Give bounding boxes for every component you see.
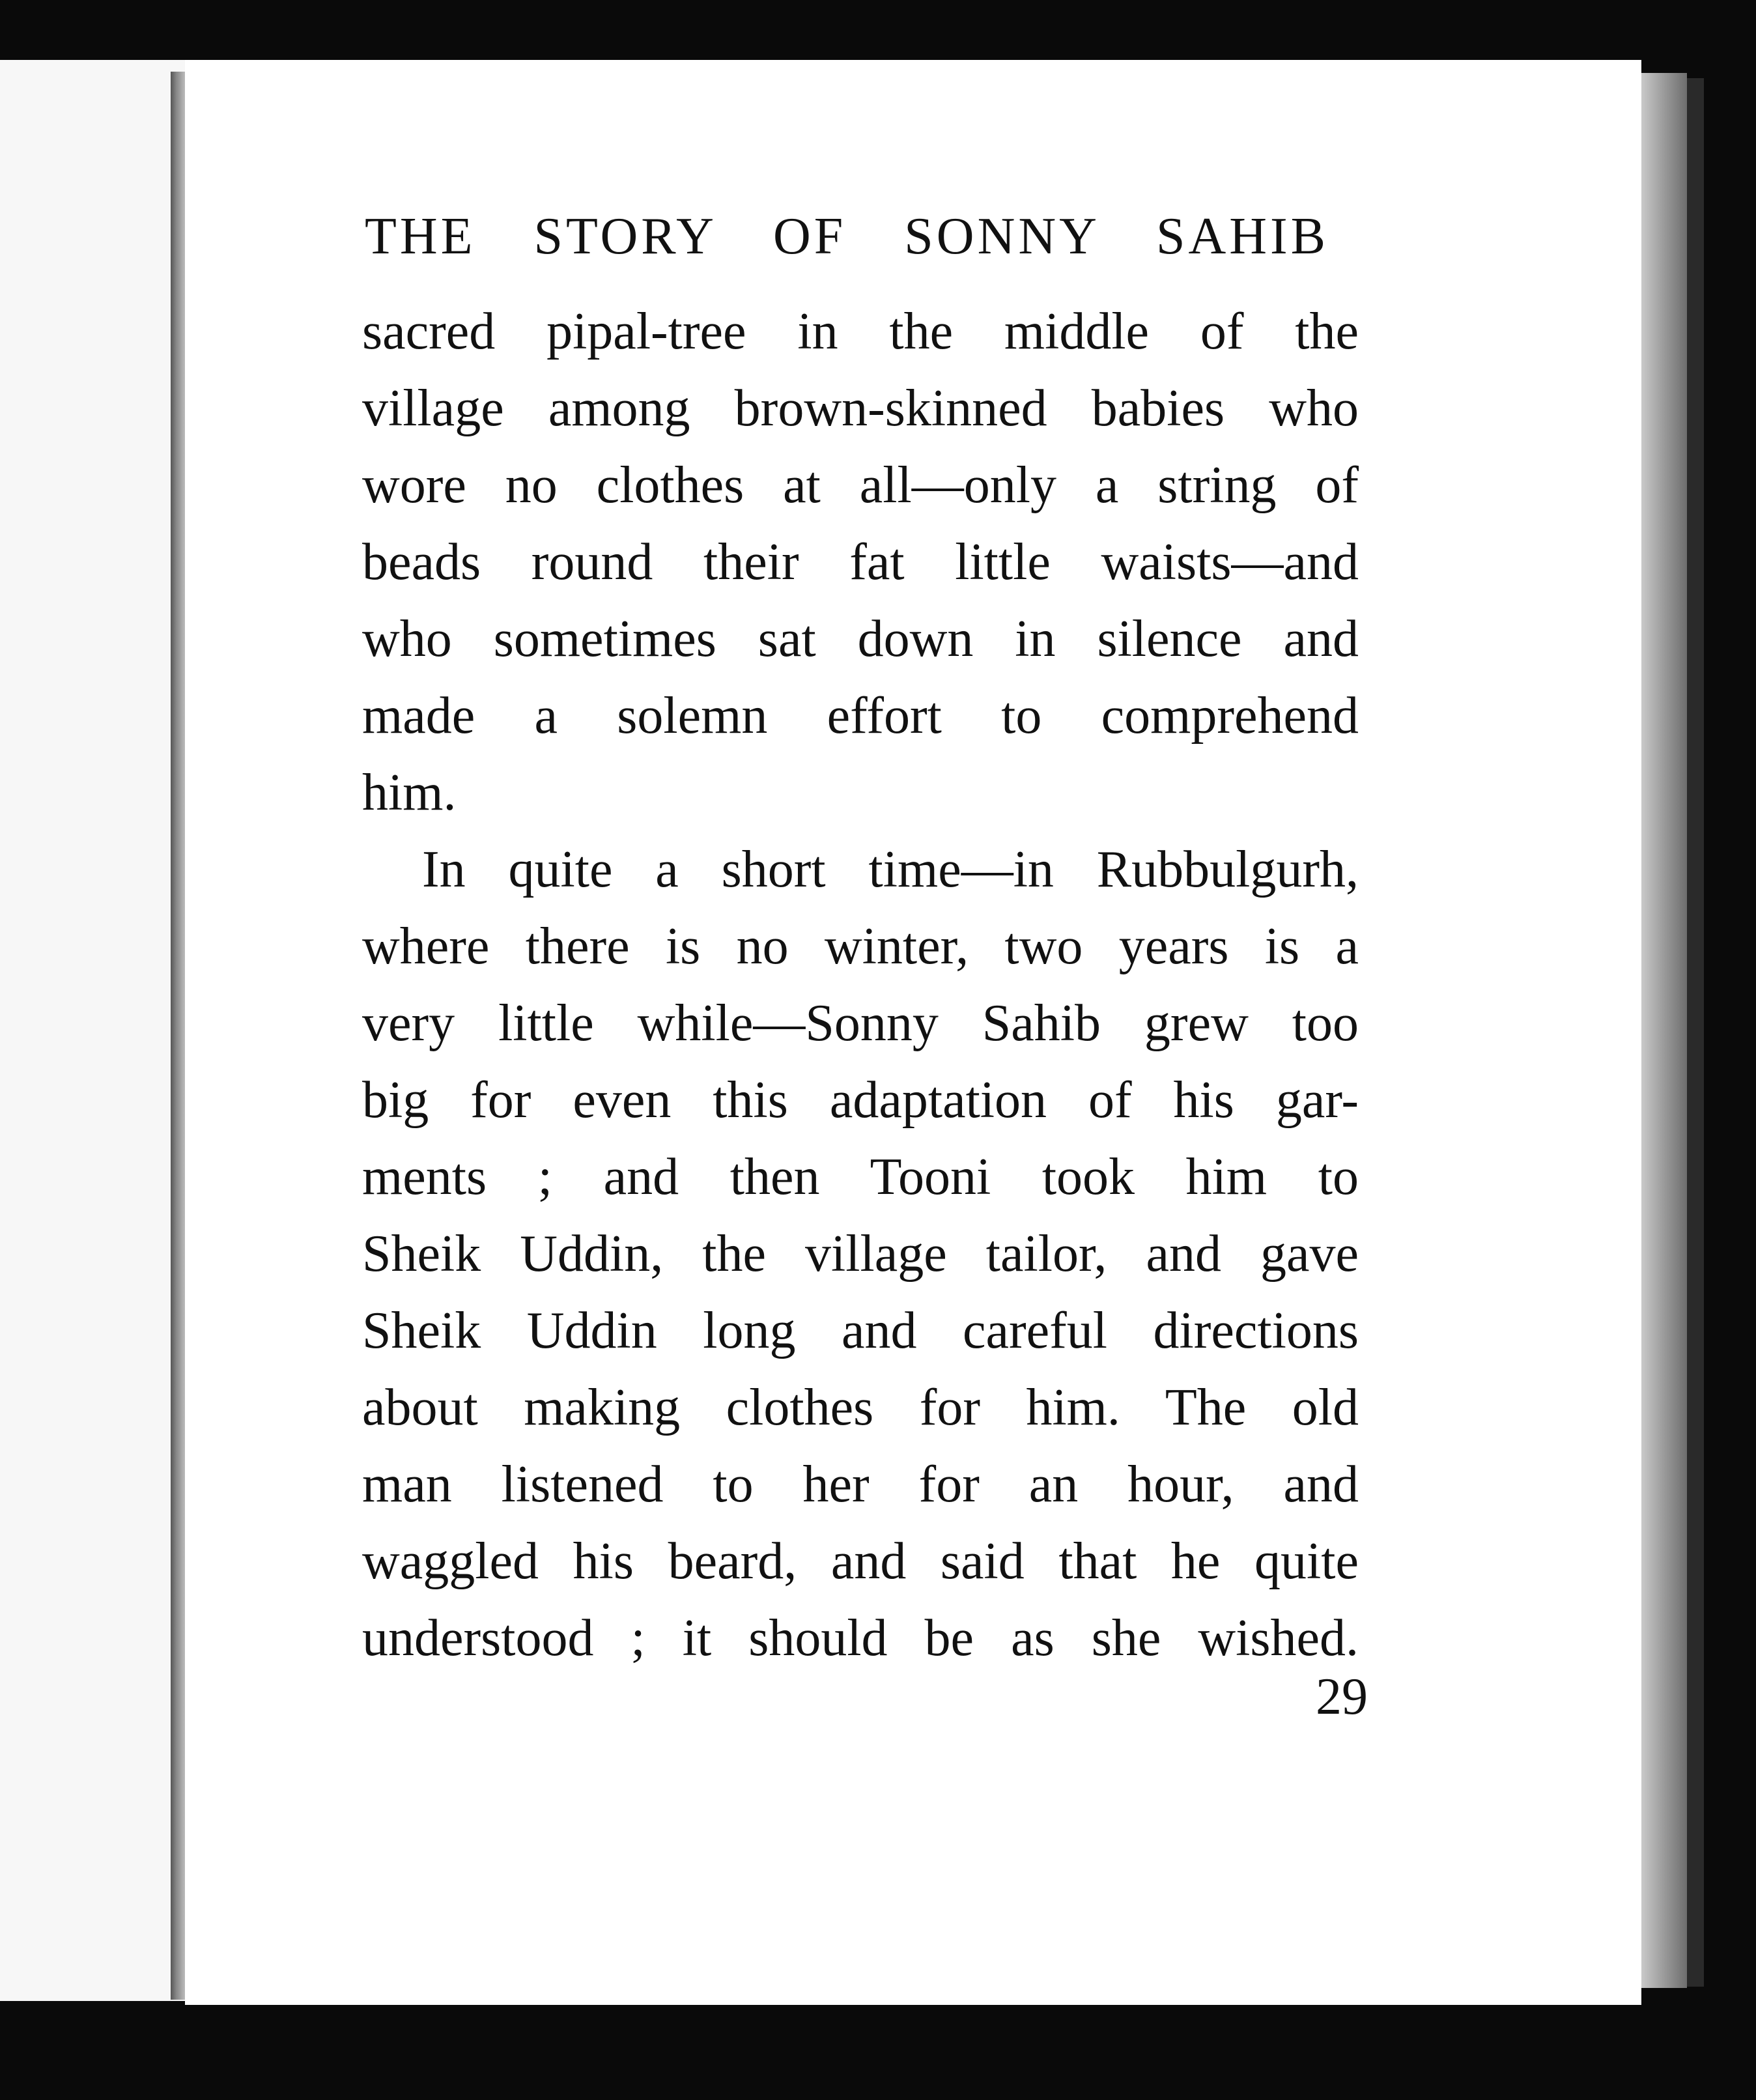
- text-line: waggled his beard, and said that he quite: [362, 1533, 1359, 1590]
- paragraph: [362, 293, 1359, 831]
- body-text: [362, 293, 1359, 1677]
- text-line: In quite a short time—in Rubbulgurh,: [422, 841, 1359, 898]
- text-line: village among brown-skinned babies who: [362, 380, 1359, 437]
- running-head: THE STORY OF SONNY SAHIB: [365, 208, 1329, 265]
- text-line: about making clothes for him. The old: [362, 1379, 1359, 1436]
- page-stack-shadow: [1687, 78, 1704, 1987]
- page-stack-edge: [1641, 73, 1687, 1988]
- text-line: made a solemn effort to comprehend: [362, 687, 1359, 745]
- paragraph: [362, 831, 1359, 1677]
- text-line: ments ; and then Tooni took him to: [362, 1148, 1359, 1206]
- text-line: where there is no winter, two years is a: [362, 918, 1359, 975]
- text-line: understood ; it should be as she wished.: [362, 1610, 1359, 1667]
- text-line: man listened to her for an hour, and: [362, 1456, 1359, 1513]
- text-line: big for even this adaptation of his gar-: [362, 1071, 1359, 1129]
- text-line: wore no clothes at all—only a string of: [362, 457, 1359, 514]
- text-line: sacred pipal-tree in the middle of the: [362, 303, 1359, 360]
- facing-page-edge: [0, 60, 195, 2001]
- text-line: Sheik Uddin long and careful directions: [362, 1302, 1359, 1359]
- text-line: very little while—Sonny Sahib grew too: [362, 995, 1359, 1052]
- text-line: who sometimes sat down in silence and: [362, 610, 1359, 668]
- text-line: beads round their fat little waists—and: [362, 533, 1359, 591]
- page-number: 29: [1316, 1668, 1368, 1725]
- text-line: him.: [362, 764, 457, 821]
- book-gutter: [171, 72, 185, 2000]
- text-line: Sheik Uddin, the village tailor, and gave: [362, 1225, 1359, 1283]
